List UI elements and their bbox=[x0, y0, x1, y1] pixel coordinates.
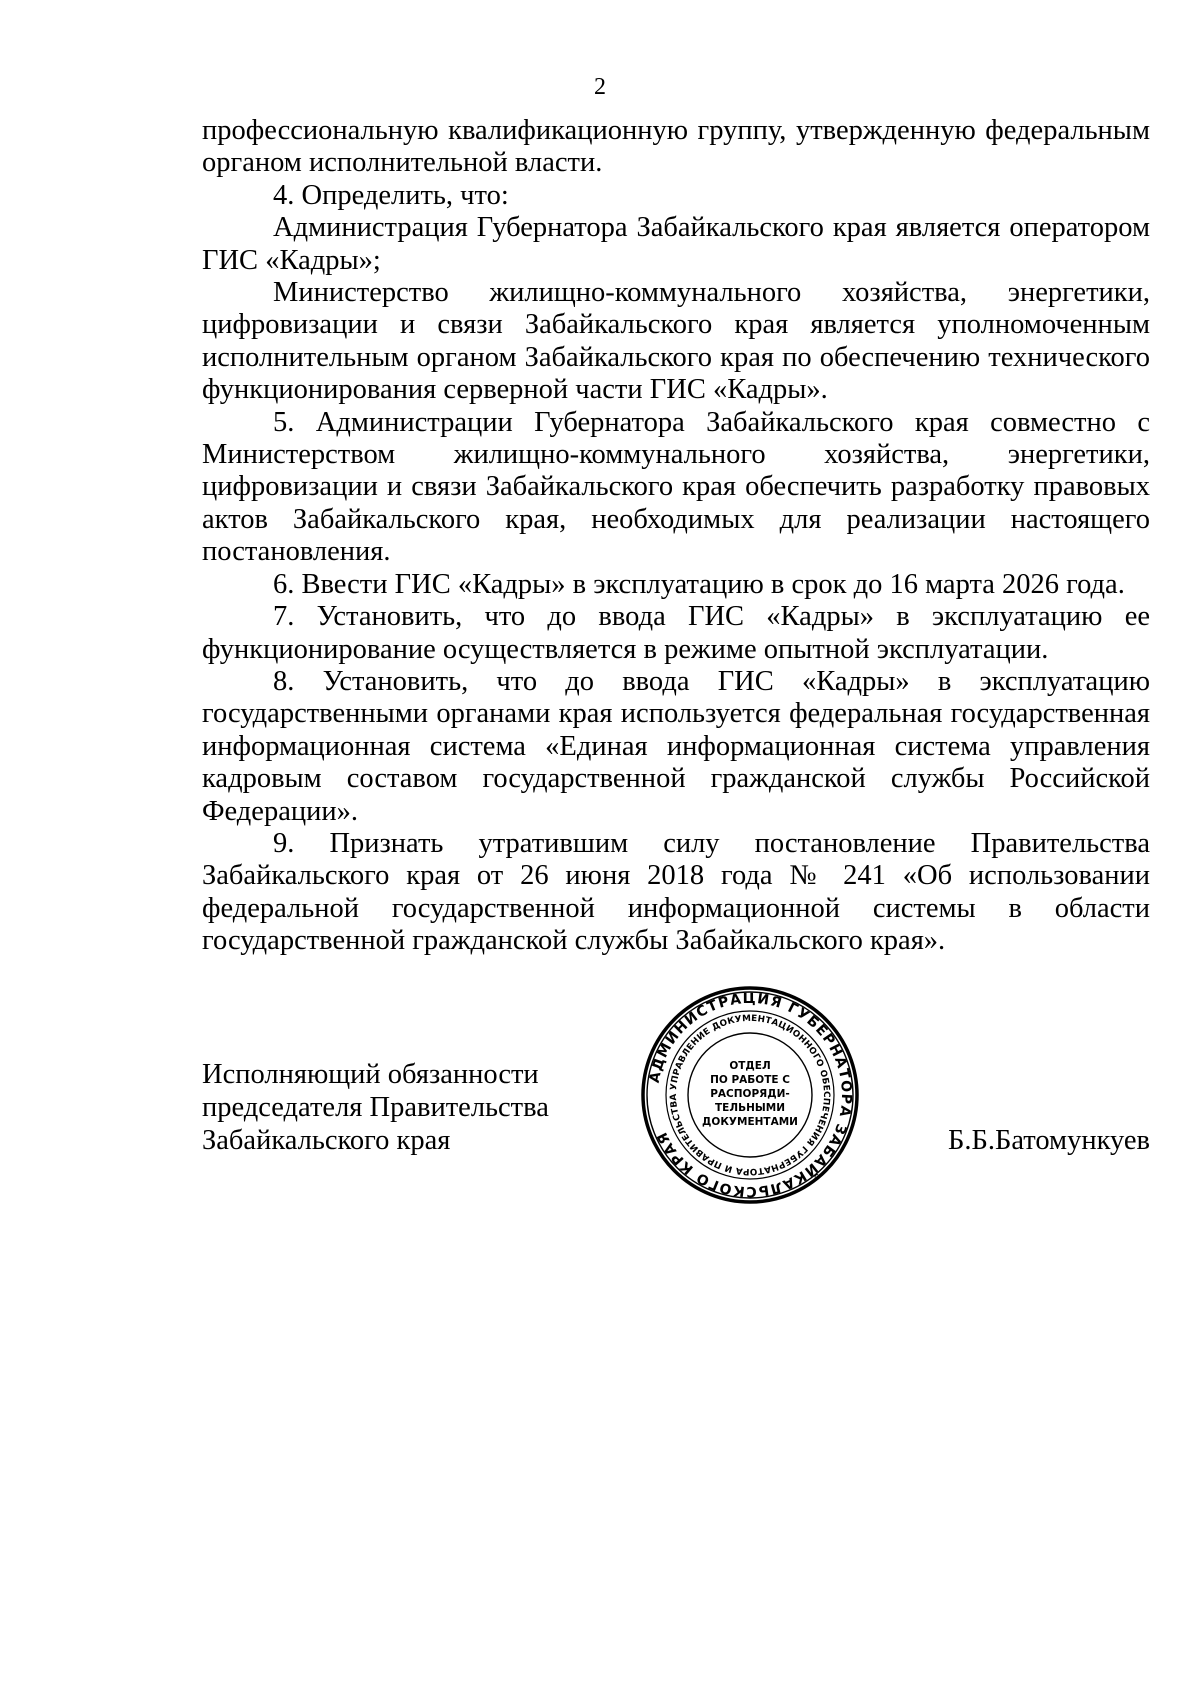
official-seal bbox=[640, 985, 860, 1205]
seal-inner-text: УПРАВЛЕНИЕ ДОКУМЕНТАЦИОННОГО ОБЕСПЕЧЕНИЯ ГУБЕРНАТОРА И ПРАВИТЕЛЬСТВА bbox=[668, 1013, 832, 1177]
paragraph-item-5: 5. Администрации Губернатора Забайкальского края совместно с Министерством жилищно-коммунального хозяйства, энергетики, цифровизации и связи Забайкальского края обеспечить разработку правовых актов Забайкальского края, необходимых для реализации настоящего постановления. bbox=[202, 406, 1150, 568]
paragraph-item-4: 4. Определить, что: bbox=[273, 179, 509, 211]
signatory-position-line: Забайкальского края bbox=[202, 1125, 451, 1156]
paragraph-item-6: 6. Ввести ГИС «Кадры» в эксплуатацию в срок до 16 марта 2026 года. bbox=[273, 568, 1125, 600]
seal-center-line: ДОКУМЕНТАМИ bbox=[702, 1116, 798, 1128]
signatory-name: Б.Б.Батомункуев bbox=[947, 1125, 1150, 1156]
paragraph-ministry: Министерство жилищно-коммунального хозяйства, энергетики, цифровизации и связи Забайкальского края является уполномоченным исполнительным органом Забайкальского края по обеспечению технического функционирования серверной части ГИС «Кадры». bbox=[202, 277, 1150, 406]
paragraph-continuation: профессиональную квалификационную группу, утвержденную федеральным органом исполнительной власти. bbox=[202, 115, 1150, 179]
paragraph-item-9: 9. Признать утратившим силу постановление Правительства Забайкальского края от 26 июня 2018 года № 241 «Об использовании федеральной государственной информационной системы в области государственной гражданской службы Забайкальского края». bbox=[202, 827, 1150, 957]
paragraph-item-8: 8. Установить, что до ввода ГИС «Кадры» в эксплуатацию государственными органами края используется федеральная государственная информационная система «Единая информационная система управления кадровым составом государственной гражданской службы Российской Федерации». bbox=[202, 665, 1150, 827]
seal-graphic bbox=[640, 985, 860, 1205]
signatory-position bbox=[202, 1058, 682, 1157]
document-body bbox=[202, 115, 1150, 958]
signatory-position-line: Исполняющий обязанности bbox=[202, 1059, 539, 1090]
page-number: 2 bbox=[594, 74, 606, 100]
paragraph-item-7: 7. Установить, что до ввода ГИС «Кадры» в эксплуатацию ее функционирование осуществляется в режиме опытной эксплуатации. bbox=[202, 601, 1150, 665]
seal-center-line: ТЕЛЬНЫМИ bbox=[715, 1102, 785, 1114]
seal-center-line: РАСПОРЯДИ- bbox=[710, 1088, 790, 1100]
seal-center-line: ОТДЕЛ bbox=[729, 1060, 771, 1072]
seal-outer-text: АДМИНИСТРАЦИЯ ГУБЕРНАТОРА ЗАБАЙКАЛЬСКОГО КРАЯ bbox=[646, 990, 855, 1200]
seal-center-line: ПО РАБОТЕ С bbox=[710, 1074, 790, 1086]
signatory-position-line: председателя Правительства bbox=[202, 1092, 549, 1123]
paragraph-operator: Администрация Губернатора Забайкальского края является оператором ГИС «Кадры»; bbox=[202, 212, 1150, 276]
